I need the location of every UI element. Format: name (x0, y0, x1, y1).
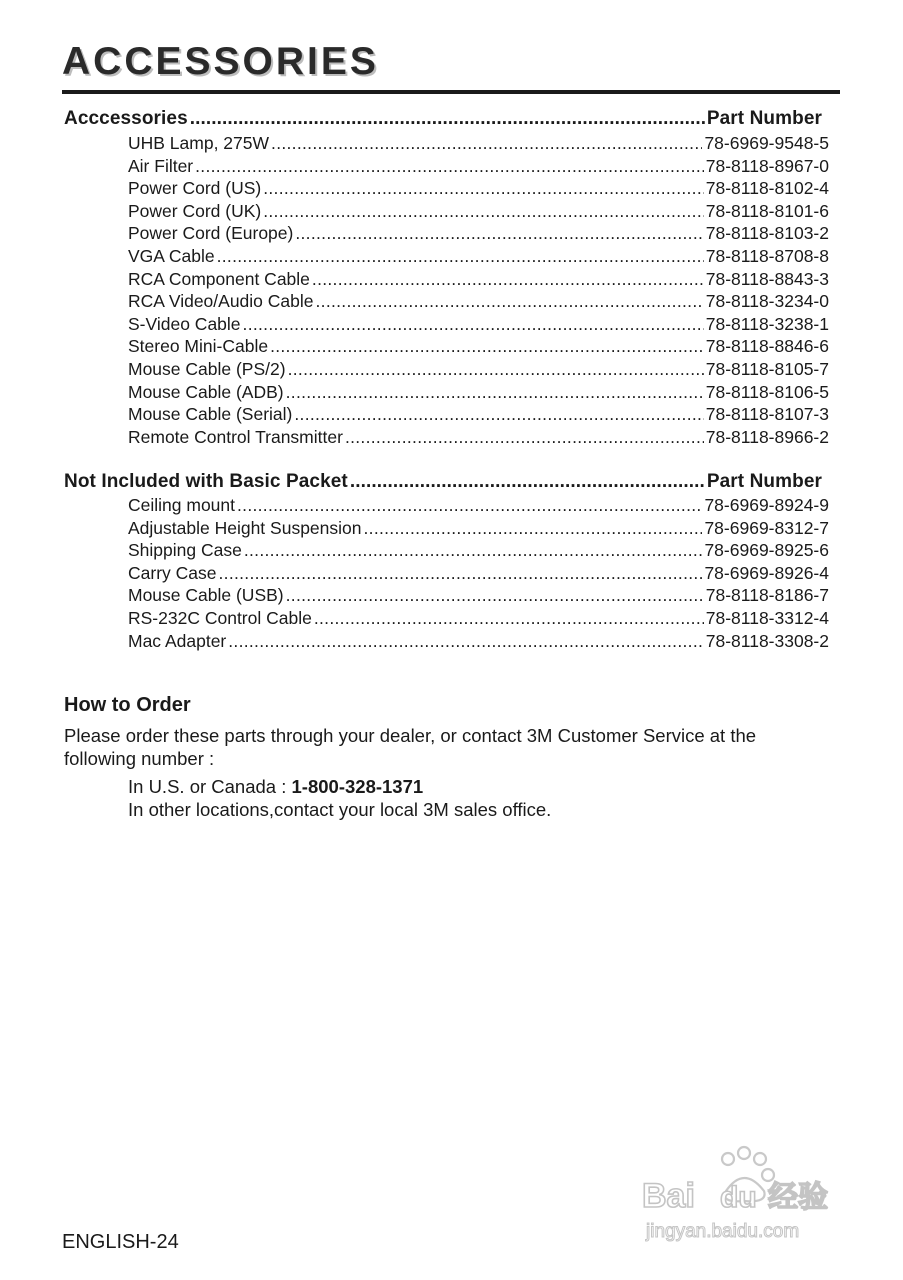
item-part-number: 78-8118-8105-7 (705, 358, 829, 379)
list-item (128, 178, 829, 201)
list-item (128, 382, 829, 405)
page-footer: ENGLISH-24 (62, 1231, 179, 1253)
us-contact-line (128, 776, 423, 798)
list-item (128, 563, 829, 586)
item-part-number: 78-8118-3312-4 (705, 607, 829, 628)
accessories-heading (64, 108, 822, 130)
watermark-url: jingyan.baidu.com (646, 1221, 800, 1242)
us-contact-label: In U.S. or Canada : (128, 776, 292, 797)
item-name: Ceiling mount (128, 495, 235, 515)
item-name: Mouse Cable (USB) (128, 585, 284, 606)
list-item (128, 201, 829, 224)
accessories-list (128, 133, 829, 449)
item-name: Remote Control Transmitter (128, 426, 343, 447)
item-part-number: 78-8118-3234-0 (705, 291, 829, 312)
leader-dots (271, 133, 702, 154)
leader-dots (195, 156, 704, 177)
page-title: ACCESSORIES (62, 40, 379, 83)
item-name: RS-232C Control Cable (128, 607, 312, 628)
item-name: Power Cord (US) (128, 178, 262, 199)
item-part-number: 78-8118-3308-2 (705, 630, 829, 651)
item-name: Carry Case (128, 562, 217, 583)
item-name: Mouse Cable (PS/2) (128, 358, 286, 379)
item-part-number: 78-8118-8102-4 (705, 178, 829, 199)
leader-dots (288, 359, 704, 380)
list-item (128, 336, 829, 359)
watermark-cn: 经验 (768, 1180, 828, 1215)
list-item (128, 314, 829, 337)
list-item (128, 631, 829, 654)
item-name: RCA Component Cable (128, 268, 310, 289)
leader-dots (312, 269, 704, 290)
leader-dots (286, 382, 704, 403)
list-item (128, 427, 829, 450)
accessories-heading-label: Acccessories (64, 108, 188, 129)
not-included-heading-right: Part Number (706, 471, 822, 492)
item-name: UHB Lamp, 275W (128, 133, 270, 153)
leader-dots (263, 201, 704, 222)
item-part-number: 78-8118-8846-6 (705, 336, 829, 357)
watermark-brand-suffix: du (720, 1181, 757, 1214)
item-part-number: 78-8118-8967-0 (705, 155, 829, 176)
leader-dots (364, 518, 703, 539)
not-included-heading-label: Not Included with Basic Packet (64, 471, 348, 492)
list-item (128, 495, 829, 518)
item-part-number: 78-6969-8925-6 (704, 540, 829, 561)
list-item (128, 156, 829, 179)
list-item (128, 359, 829, 382)
list-item (128, 291, 829, 314)
leader-dots (217, 246, 704, 267)
item-name: Adjustable Height Suspension (128, 517, 362, 538)
leader-dots (190, 108, 705, 130)
accessories-heading-right: Part Number (706, 108, 822, 129)
leader-dots (295, 223, 703, 244)
leader-dots (294, 404, 703, 425)
item-name: Air Filter (128, 155, 194, 176)
list-item (128, 133, 829, 156)
leader-dots (243, 314, 704, 335)
item-part-number: 78-8118-8186-7 (705, 585, 829, 606)
item-name: Power Cord (Europe) (128, 223, 294, 244)
item-name: S-Video Cable (128, 313, 241, 334)
item-name: Shipping Case (128, 540, 242, 561)
list-item (128, 269, 829, 292)
item-name: Mac Adapter (128, 630, 227, 651)
item-part-number: 78-6969-8924-9 (704, 495, 829, 515)
item-name: Mouse Cable (ADB) (128, 381, 284, 402)
item-name: VGA Cable (128, 245, 215, 266)
list-item (128, 404, 829, 427)
list-item (128, 246, 829, 269)
item-name: Power Cord (UK) (128, 200, 262, 221)
baidu-watermark (640, 1145, 850, 1245)
leader-dots (314, 608, 704, 629)
leader-dots (270, 336, 704, 357)
list-item (128, 608, 829, 631)
how-to-order-title: How to Order (64, 694, 191, 716)
item-part-number: 78-6969-8926-4 (704, 562, 829, 583)
item-part-number: 78-8118-8708-8 (705, 245, 829, 266)
us-phone-number: 1-800-328-1371 (291, 776, 424, 797)
item-part-number: 78-8118-8107-3 (705, 404, 829, 425)
other-locations-line: In other locations,contact your local 3M sales office. (128, 799, 552, 820)
item-part-number: 78-8118-8843-3 (705, 268, 829, 289)
leader-dots (316, 291, 704, 312)
leader-dots (237, 495, 702, 516)
list-item (128, 585, 829, 608)
leader-dots (345, 427, 704, 448)
leader-dots (244, 540, 703, 561)
item-part-number: 78-8118-8106-5 (705, 381, 829, 402)
list-item (128, 518, 829, 541)
item-name: Stereo Mini-Cable (128, 336, 269, 357)
leader-dots (228, 631, 704, 652)
item-name: Mouse Cable (Serial) (128, 404, 293, 425)
title-rule (62, 90, 840, 94)
not-included-heading (64, 471, 822, 493)
leader-dots (350, 471, 705, 493)
leader-dots (286, 585, 704, 606)
item-part-number: 78-6969-8312-7 (704, 517, 829, 538)
not-included-list (128, 495, 829, 653)
item-part-number: 78-8118-8101-6 (705, 200, 829, 221)
item-part-number: 78-6969-9548-5 (704, 133, 829, 153)
item-name: RCA Video/Audio Cable (128, 291, 314, 312)
leader-dots (263, 178, 704, 199)
watermark-brand: Bai (642, 1177, 695, 1215)
leader-dots (219, 563, 703, 584)
item-part-number: 78-8118-8103-2 (705, 223, 829, 244)
list-item (128, 223, 829, 246)
item-part-number: 78-8118-8966-2 (705, 426, 829, 447)
item-part-number: 78-8118-3238-1 (705, 313, 829, 334)
how-to-order-body: Please order these parts through your dealer, or contact 3M Customer Service at the following number : (64, 725, 757, 769)
list-item (128, 540, 829, 563)
